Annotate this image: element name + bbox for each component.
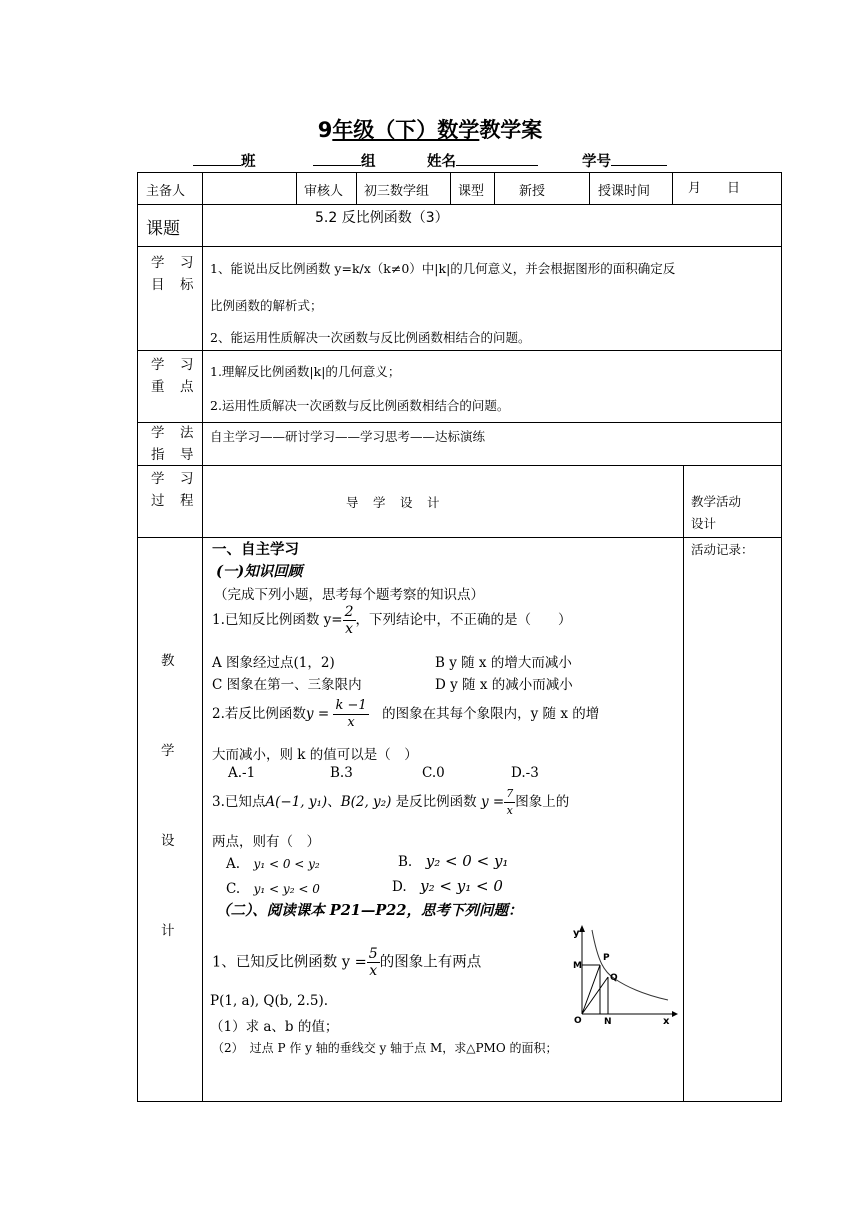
preparer-label: 主备人 <box>146 184 186 199</box>
section-heading-1: 一、自主学习 <box>212 542 299 558</box>
keypoints-label: 学 习 重 点 <box>151 357 195 395</box>
objectives-label: 学 习 目 标 <box>151 255 195 293</box>
q2-option-b: B.3 <box>330 765 353 781</box>
problem-1-part-1: （1）求 a、b 的值； <box>210 1019 339 1035</box>
objective-1-cont: 比例函数的解析式； <box>210 298 323 313</box>
section-heading-2: (一)知识回顾 <box>216 563 303 580</box>
question-2: 2.若反比例函数y = $\frac{k -1}{x}$ 的图象在其每个象限内，y 随 x 的增 <box>212 698 600 730</box>
graph-label-x: x <box>663 1016 670 1026</box>
q2-option-a: A.-1 <box>228 765 256 781</box>
activity-record-label: 活动记录： <box>691 542 754 557</box>
inverse-function-graph <box>560 922 680 1026</box>
q2-option-d: D.-3 <box>511 765 539 781</box>
lesson-type-label: 课型 <box>458 184 485 199</box>
keypoint-2: 2.运用性质解决一次函数与反比例函数相结合的问题。 <box>210 398 510 413</box>
keypoint-1: 1.理解反比例函数|k|的几何意义； <box>210 364 401 379</box>
topic-value: 5.2 反比例函数（3） <box>315 210 449 226</box>
topic-label: 课题 <box>146 219 180 239</box>
q3-option-a: A. y₁ < 0 < y₂ <box>226 856 320 872</box>
reviewer-label: 审核人 <box>304 184 344 199</box>
q1-option-b: B y 随 x 的增大而减小 <box>435 655 572 671</box>
vertical-label-4: 计 <box>161 923 176 939</box>
graph-label-o: O <box>574 1016 582 1026</box>
objective-1: 1、能说出反比例函数 y=k/x（k≠0）中|k|的几何意义，并会根据图形的面积确定反 <box>210 261 676 276</box>
document-title: 9年级（下）数学教学案 <box>317 118 543 142</box>
q1-option-a: A 图象经过点(1，2) <box>212 655 335 671</box>
question-2-cont: 大而减小，则 k 的值可以是（ ） <box>212 747 418 763</box>
vertical-label-3: 设 <box>161 833 176 849</box>
graph-label-y: y <box>573 928 580 939</box>
vertical-label-2: 学 <box>161 743 176 759</box>
q1-option-d: D y 随 x 的减小而减小 <box>435 677 573 693</box>
graph-label-n: N <box>604 1017 612 1026</box>
graph-label-p: P <box>603 953 610 963</box>
q2-option-c: C.0 <box>422 765 445 781</box>
name-field: 姓名 <box>427 150 538 171</box>
question-1: 1.已知反比例函数 y= $\frac{2}{x}$ ，下列结论中，不正确的是（ ） <box>212 604 572 637</box>
student-id-field: 学号 <box>582 150 667 171</box>
q3-option-b: B. y₂ < 0 < y₁ <box>398 852 509 870</box>
q3-option-c: C. y₁ < y₂ < 0 <box>226 881 320 897</box>
question-3: 3.已知点A(−1, y₁)、B(2, y₂) 是反比例函数 y = $\frac{7}{x}$ 图象上的 <box>212 787 570 817</box>
objective-2: 2、能运用性质解决一次函数与反比例函数相结合的问题。 <box>210 330 531 345</box>
lesson-type-value: 新授 <box>519 184 546 199</box>
graph-label-q: Q <box>610 973 618 983</box>
intro-text: （完成下列小题，思考每个题考察的知识点） <box>214 587 484 603</box>
section-heading-3: （二）、阅读课本 P21—P22，思考下列问题： <box>216 902 523 919</box>
q1-option-c: C 图象在第一、三象限内 <box>212 677 362 693</box>
reviewer-value: 初三数学组 <box>364 184 430 199</box>
process-label: 学 习 过 程 <box>151 471 195 509</box>
teaching-activity-header: 教学活动 设计 <box>691 494 742 531</box>
q3-option-d: D. y₂ < y₁ < 0 <box>392 877 503 895</box>
method-label: 学 法 指 导 <box>151 425 195 463</box>
group-field: 组 <box>313 150 376 171</box>
graph-label-m: M <box>573 961 582 971</box>
guided-design-header: 导 学 设 计 <box>346 495 441 510</box>
method-text: 自主学习——研讨学习——学习思考——达标演练 <box>210 429 486 444</box>
question-3-cont: 两点，则有（ ） <box>212 834 320 850</box>
vertical-label-1: 教 <box>161 653 176 669</box>
problem-1-part-2: （2） 过点 P 作 y 轴的垂线交 y 轴于点 M，求△PMO 的面积； <box>212 1041 558 1055</box>
problem-1-points: P(1, a), Q(b, 2.5). <box>210 993 329 1009</box>
teaching-time-value: 月 日 <box>688 181 741 196</box>
teaching-time-label: 授课时间 <box>598 184 651 199</box>
problem-1: 1、已知反比例函数 y = $\frac{5}{x}$ 的图象上有两点 <box>212 946 482 979</box>
class-field: 班 <box>193 150 256 171</box>
